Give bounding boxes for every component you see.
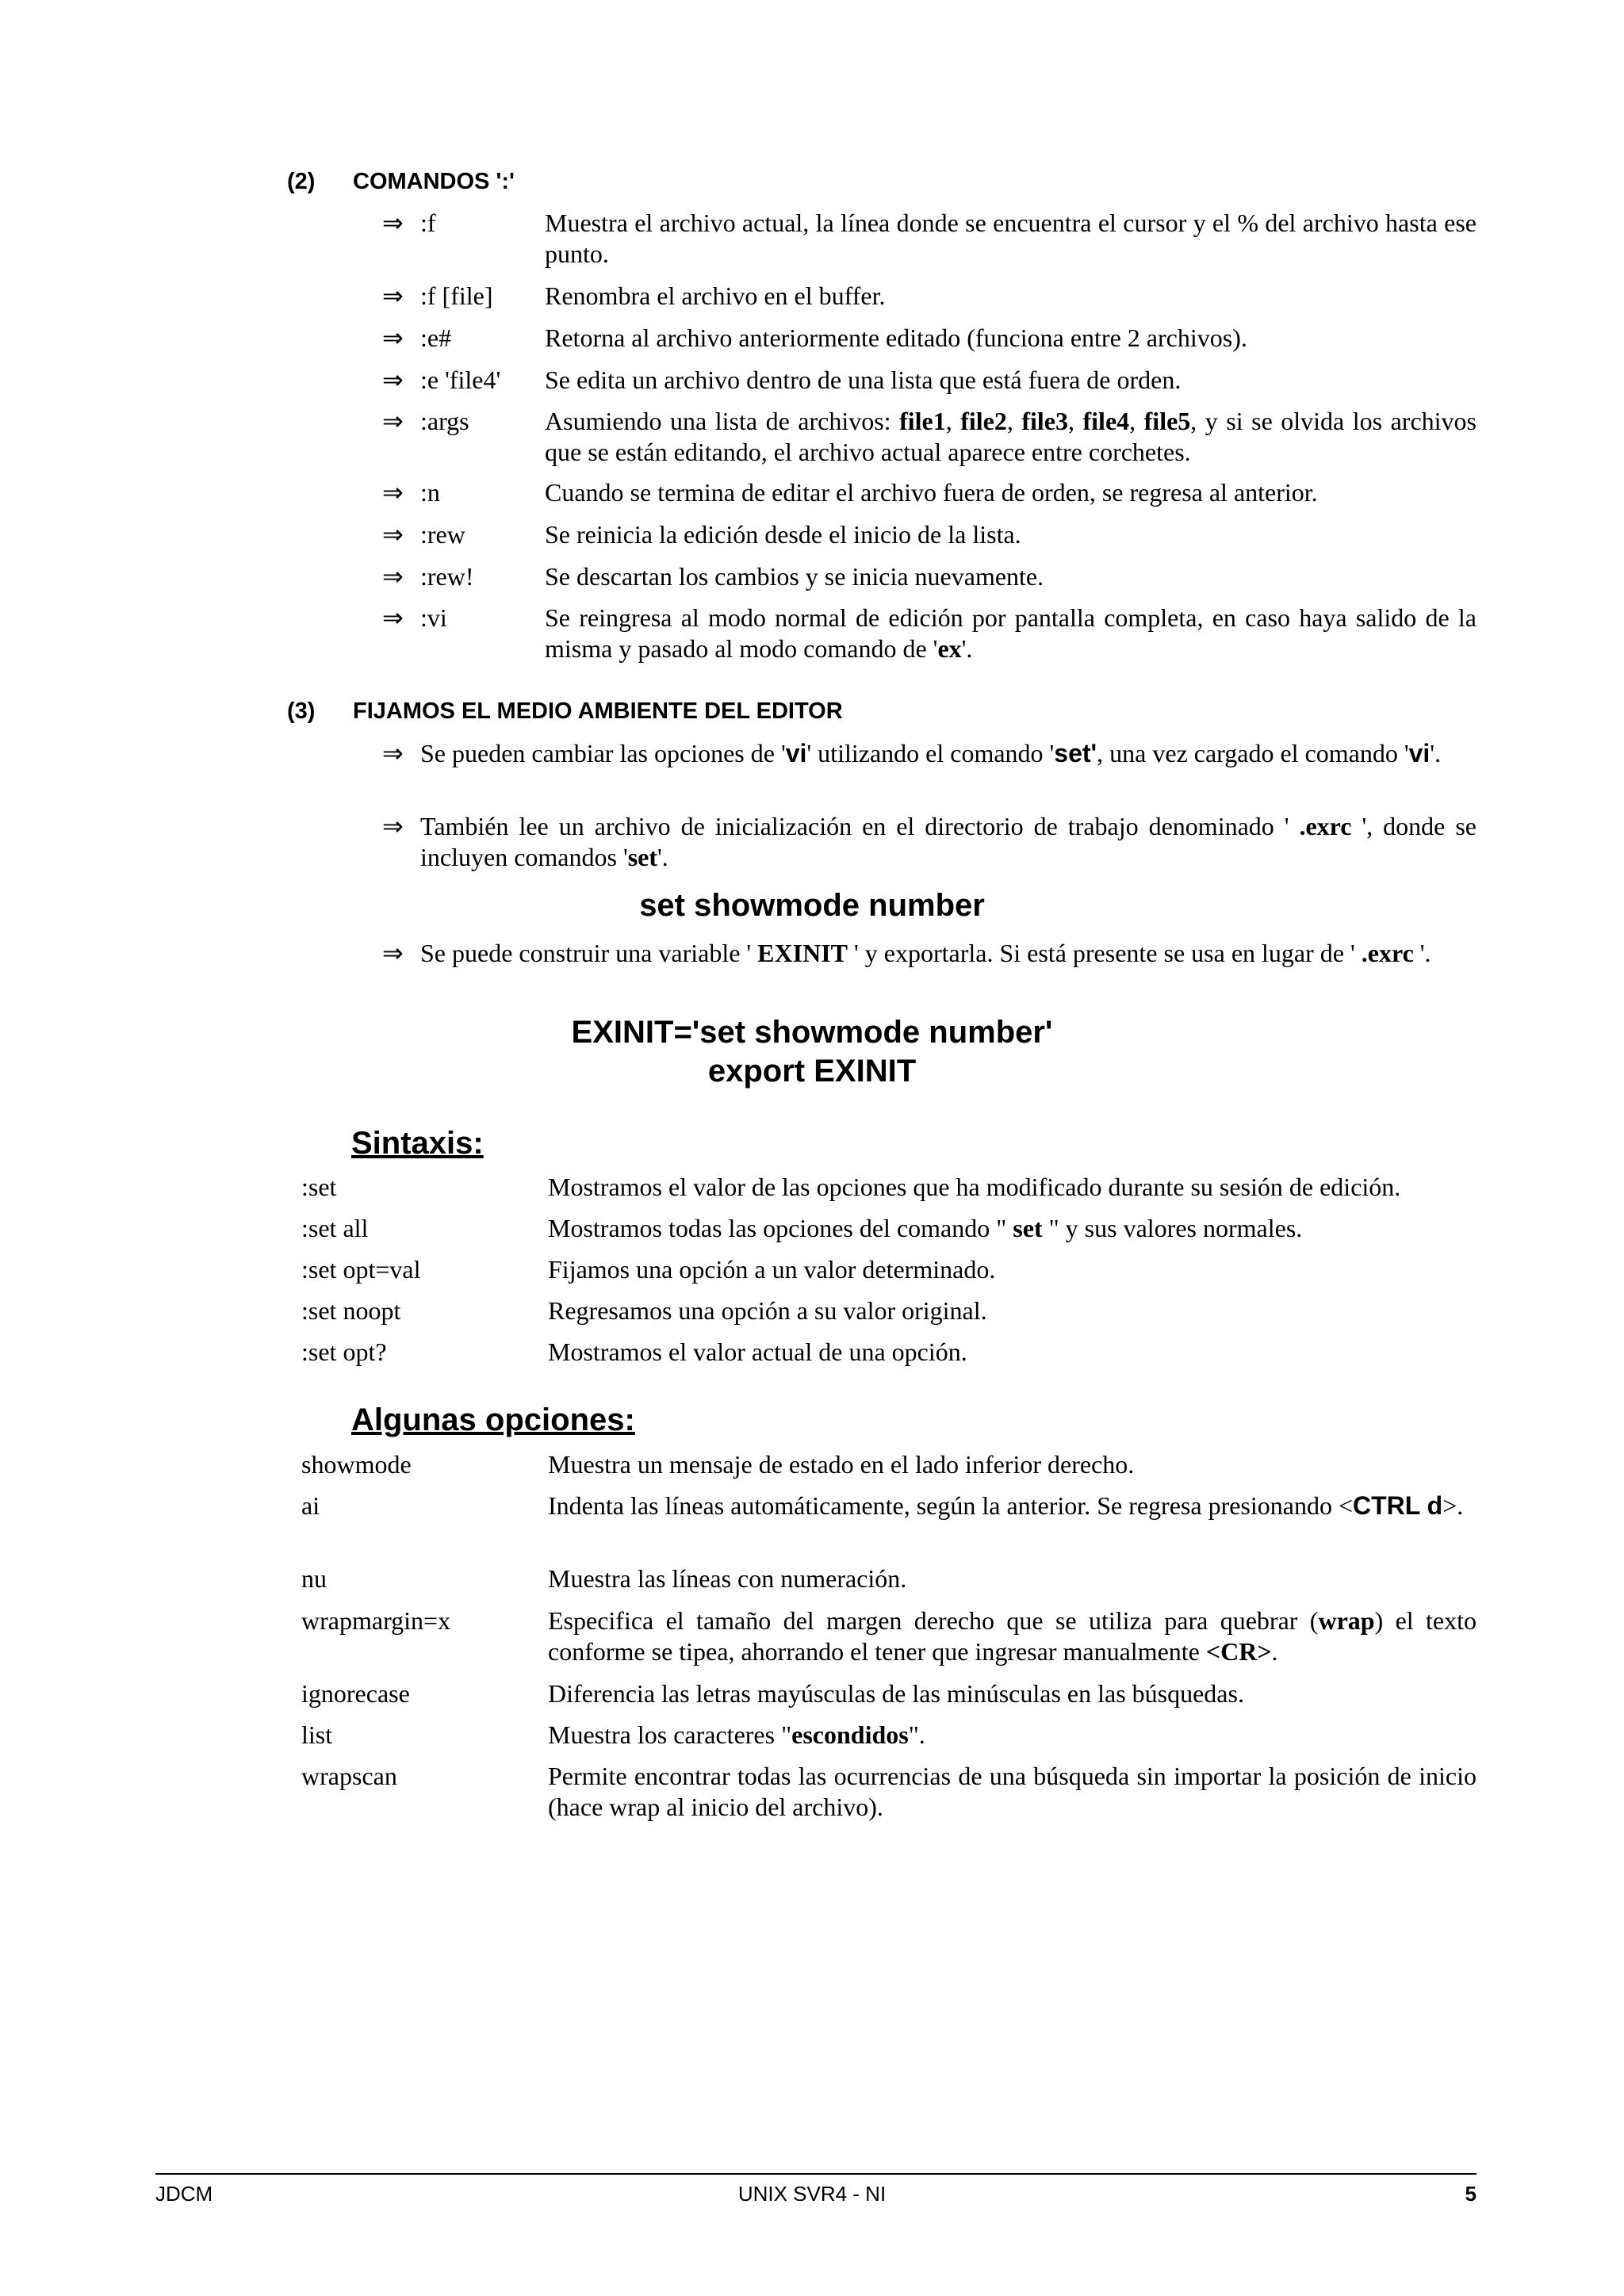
example-command: set showmode number — [639, 888, 985, 923]
bullet-text: Se pueden cambiar las opciones de 'vi' utilizando el comando 'set', una vez cargado el comando 'vi'. — [420, 739, 1442, 767]
command-description: Muestra el archivo actual, la línea donde se encuentra el cursor y el % del archivo hasta ese punto. — [545, 209, 1477, 268]
command-description: Retorna al archivo anteriormente editado (funciona entre 2 archivos). — [545, 323, 1247, 352]
command-description: Cuando se termina de editar el archivo fuera de orden, se regresa al anterior. — [545, 478, 1318, 507]
command-description: Renombra el archivo en el buffer. — [545, 281, 886, 310]
option-key: showmode — [301, 1450, 412, 1479]
implies-arrow-icon: ⇒ — [382, 365, 404, 394]
section-number: (2) — [287, 169, 316, 194]
option-description: Muestra las líneas con numeración. — [548, 1564, 907, 1593]
command-description: Se edita un archivo dentro de una lista que está fuera de orden. — [545, 365, 1182, 394]
option-key: ai — [301, 1491, 320, 1520]
sintaxis-heading: Sintaxis: — [351, 1126, 484, 1161]
example-command: export EXINIT — [707, 1054, 917, 1089]
page-number: 5 — [1465, 2182, 1477, 2206]
command-key: :e# — [420, 323, 452, 352]
example-command: EXINIT='set showmode number' — [571, 1015, 1053, 1050]
option-description: Diferencia las letras mayúsculas de las minúsculas en las búsquedas. — [548, 1679, 1244, 1708]
command-key: :f — [420, 209, 436, 237]
implies-arrow-icon: ⇒ — [382, 603, 404, 632]
implies-arrow-icon: ⇒ — [382, 562, 404, 591]
implies-arrow-icon: ⇒ — [382, 520, 404, 549]
syntax-key: :set all — [301, 1214, 369, 1242]
syntax-key: :set — [301, 1173, 337, 1201]
opciones-heading: Algunas opciones: — [351, 1402, 635, 1437]
footer-divider — [155, 2173, 1477, 2175]
command-key: :n — [420, 478, 440, 507]
syntax-key: :set opt=val — [301, 1255, 421, 1284]
option-description: Indenta las líneas automáticamente, según la anterior. Se regresa presionando <CTRL d>. — [548, 1491, 1464, 1520]
command-key: :f [file] — [420, 281, 493, 310]
command-key: :rew — [420, 520, 465, 549]
command-description: Se reinicia la edición desde el inicio de la lista. — [545, 520, 1021, 549]
option-key: nu — [301, 1564, 327, 1593]
implies-arrow-icon: ⇒ — [382, 739, 404, 767]
implies-arrow-icon: ⇒ — [382, 407, 404, 435]
implies-arrow-icon: ⇒ — [382, 281, 404, 310]
syntax-description: Mostramos el valor de las opciones que ha modificado durante su sesión de edición. — [548, 1173, 1401, 1201]
option-description: Especifica el tamaño del margen derecho que se utiliza para quebrar (wrap) el texto conforme se tipea, ahorrando el tener que ingresar manualmente <CR>. — [548, 1606, 1477, 1666]
command-key: :rew! — [420, 562, 474, 591]
syntax-description: Mostramos el valor actual de una opción. — [548, 1337, 967, 1366]
syntax-description: Mostramos todas las opciones del comando " set " y sus valores normales. — [548, 1214, 1303, 1242]
command-key: :args — [420, 407, 469, 435]
syntax-key: :set noopt — [301, 1296, 401, 1325]
option-description: Muestra los caracteres "escondidos". — [548, 1720, 925, 1749]
command-key: :vi — [420, 603, 447, 632]
section-title: COMANDOS ':' — [353, 169, 515, 194]
footer-author: JDCM — [155, 2182, 213, 2206]
command-description: Asumiendo una lista de archivos: file1, file2, file3, file4, file5, y si se olvida los archivos que se están editando, el archivo actual aparece entre corchetes. — [545, 407, 1477, 466]
implies-arrow-icon: ⇒ — [382, 209, 404, 237]
syntax-key: :set opt? — [301, 1337, 387, 1366]
bullet-text: También lee un archivo de inicialización en el directorio de trabajo denominado ' .exrc ', donde se incluyen comandos 'set'. — [420, 812, 1477, 871]
footer-title: UNIX SVR4 - NI — [737, 2182, 887, 2206]
implies-arrow-icon: ⇒ — [382, 478, 404, 507]
implies-arrow-icon: ⇒ — [382, 812, 404, 840]
syntax-description: Fijamos una opción a un valor determinado. — [548, 1255, 996, 1284]
section-title: FIJAMOS EL MEDIO AMBIENTE DEL EDITOR — [353, 698, 843, 724]
implies-arrow-icon: ⇒ — [382, 323, 404, 352]
implies-arrow-icon: ⇒ — [382, 939, 404, 967]
command-description: Se reingresa al modo normal de edición por pantalla completa, en caso haya salido de la misma y pasado al modo comando de 'ex'. — [545, 603, 1477, 663]
option-key: wrapscan — [301, 1762, 397, 1790]
option-key: list — [301, 1720, 333, 1749]
syntax-description: Regresamos una opción a su valor original. — [548, 1296, 987, 1325]
command-key: :e 'file4' — [420, 365, 501, 394]
option-key: ignorecase — [301, 1679, 410, 1708]
option-description: Permite encontrar todas las ocurrencias de una búsqueda sin importar la posición de inicio (hace wrap al inicio del archivo). — [548, 1762, 1477, 1821]
bullet-text: Se puede construir una variable ' EXINIT ' y exportarla. Si está presente se usa en lugar de ' .exrc '. — [420, 939, 1431, 967]
section-number: (3) — [287, 698, 316, 724]
command-description: Se descartan los cambios y se inicia nuevamente. — [545, 562, 1044, 591]
option-key: wrapmargin=x — [301, 1606, 451, 1635]
option-description: Muestra un mensaje de estado en el lado inferior derecho. — [548, 1450, 1135, 1479]
